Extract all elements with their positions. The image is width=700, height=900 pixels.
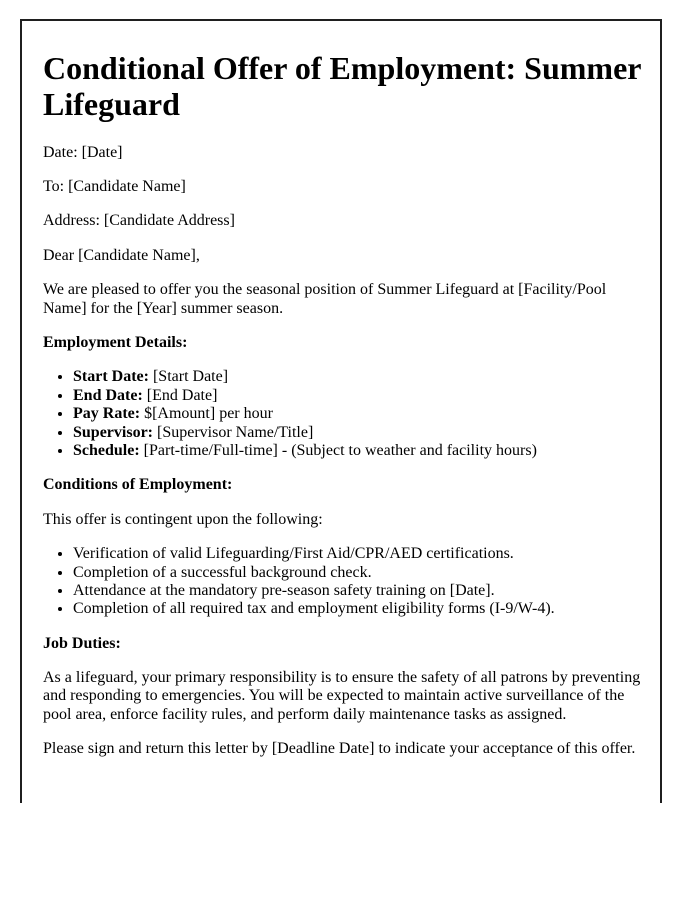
- list-item: • Attendance at the mandatory pre-season safety training on [Date].: [73, 582, 641, 600]
- heading-text: Job Duties:: [43, 634, 121, 652]
- job-duties-heading: [43, 635, 641, 653]
- employment-details-list: [43, 368, 641, 460]
- recipient-line: To: [Candidate Name]: [43, 178, 186, 196]
- list-item: [73, 405, 641, 423]
- address-line: Address: [Candidate Address]: [43, 212, 235, 230]
- list-item: [73, 442, 641, 460]
- item-label: Start Date:: [73, 368, 149, 386]
- list-item: • Completion of a successful background check.: [73, 564, 641, 582]
- item-value: $[Amount] per hour: [140, 405, 273, 423]
- closing-paragraph: Please sign and return this letter by [Deadline Date] to indicate your acceptance of this offer.: [43, 740, 636, 758]
- employment-details-heading: [43, 334, 641, 352]
- list-item: • Verification of valid Lifeguarding/First Aid/CPR/AED certifications.: [73, 545, 641, 563]
- list-item: [73, 387, 641, 405]
- list-item: [73, 424, 641, 442]
- item-label: End Date:: [73, 386, 143, 404]
- item-label: Supervisor:: [73, 423, 153, 441]
- item-value: [End Date]: [142, 386, 218, 404]
- offer-intro-paragraph: We are pleased to offer you the seasonal position of Summer Lifeguard at [Facility/Pool Name] for the [Year] summer season.: [43, 281, 607, 317]
- item-value: [Part-time/Full-time] - (Subject to weather and facility hours): [139, 441, 537, 459]
- offer-letter-page: [20, 19, 662, 803]
- letter-title: Conditional Offer of Employment: Summer Lifeguard: [43, 50, 641, 122]
- item-value: [Supervisor Name/Title]: [153, 423, 314, 441]
- item-label: Pay Rate:: [73, 405, 141, 423]
- list-item: [73, 368, 641, 386]
- salutation: Dear [Candidate Name],: [43, 246, 200, 264]
- conditions-heading: [43, 476, 641, 494]
- heading-text: Conditions of Employment:: [43, 476, 233, 494]
- item-value: [Start Date]: [148, 368, 229, 386]
- date-line: Date: [Date]: [43, 143, 123, 161]
- item-label: Schedule:: [73, 441, 140, 459]
- conditions-lead: This offer is contingent upon the following:: [43, 510, 323, 528]
- heading-text: Employment Details:: [43, 334, 188, 351]
- list-item: • Completion of all required tax and employment eligibility forms (I-9/W-4).: [73, 600, 641, 618]
- job-duties-paragraph: As a lifeguard, your primary responsibility is to ensure the safety of all patrons by preventing and responding to emergencies. You will be expected to maintain active surveillance of the pool area, enforce facility rules, and perform daily maintenance tasks as assigned.: [43, 669, 641, 723]
- conditions-list: [43, 545, 641, 619]
